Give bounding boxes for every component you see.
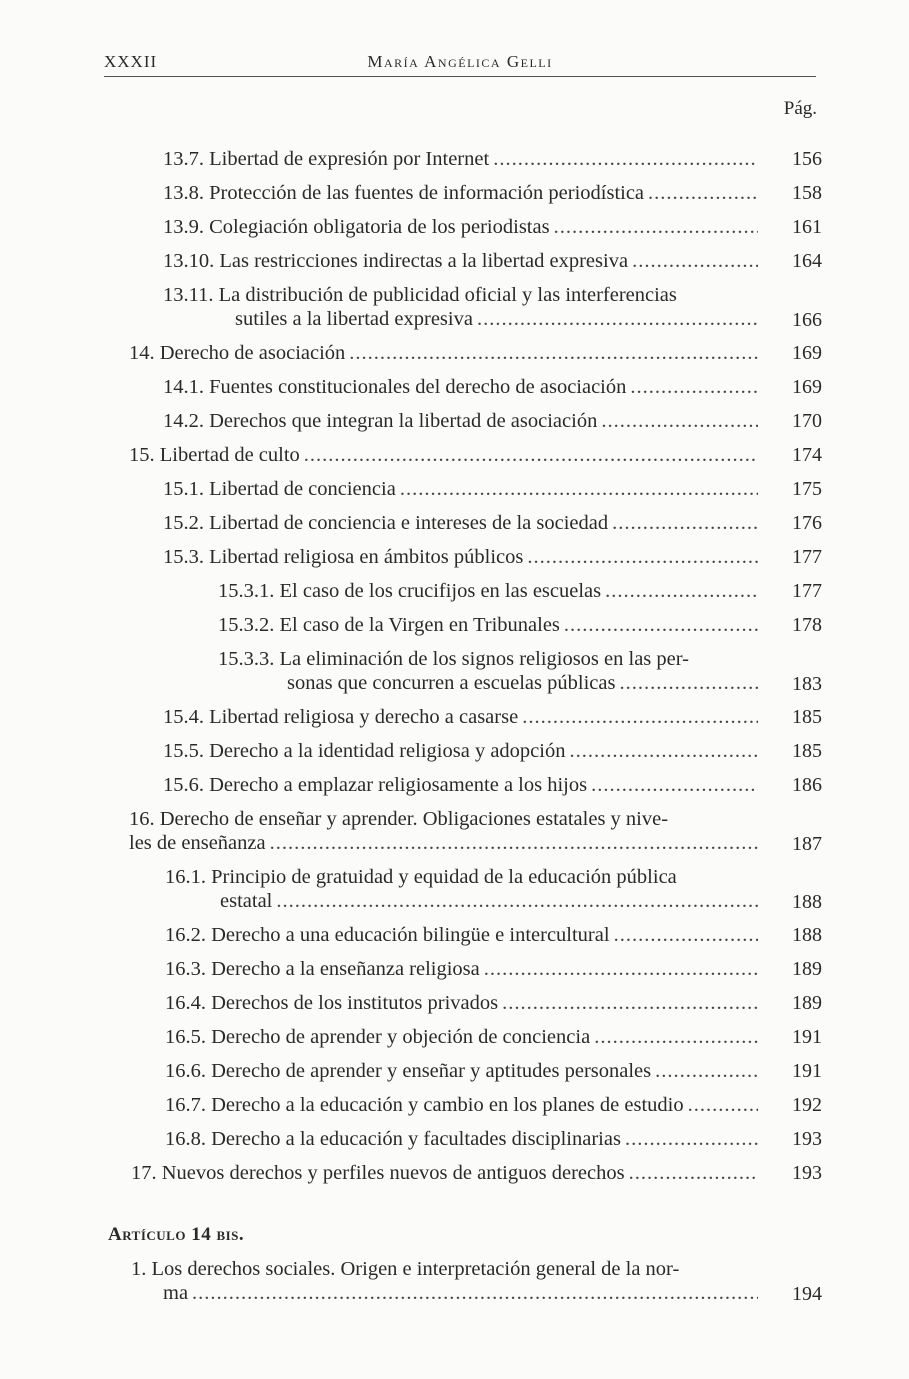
toc-page-number: 188	[792, 891, 822, 913]
leader-dots	[619, 672, 758, 695]
toc-entry-number: 13.10.	[163, 250, 215, 272]
page-column-label: Pág.	[783, 98, 817, 119]
toc-entry-number: 15.5.	[163, 740, 204, 762]
toc-entry-text	[163, 546, 523, 569]
toc-page-number: 193	[792, 1162, 822, 1184]
leader-dots	[522, 706, 758, 729]
toc-page-number: 178	[792, 614, 822, 636]
toc-entry	[163, 706, 762, 729]
toc-page-number: 164	[792, 250, 822, 272]
toc-entry-title: El caso de la Virgen en Tribunales	[279, 614, 560, 636]
toc-entry	[129, 808, 762, 855]
toc-page-number: 183	[792, 673, 822, 695]
toc-entry-number: 16.7.	[165, 1094, 206, 1116]
toc-entry-text	[129, 808, 668, 831]
leader-dots	[601, 410, 758, 433]
toc-entry-number: 16.6.	[165, 1060, 206, 1082]
toc-entry-number: 13.8.	[163, 182, 204, 204]
toc-entry-number: 15.3.	[163, 546, 204, 568]
toc-entry-number: 15.1.	[163, 478, 204, 500]
toc-entry-text	[165, 924, 610, 947]
toc-entry-text	[165, 1128, 621, 1151]
toc-entry-title: Derecho a la enseñanza religiosa	[211, 958, 480, 980]
toc-entry-number: 15.4.	[163, 706, 204, 728]
toc-entry-number: 13.9.	[163, 216, 204, 238]
leader-dots	[502, 992, 758, 1015]
toc-entry	[218, 580, 762, 603]
leader-dots	[688, 1094, 758, 1117]
toc-entry-title-continued: sutiles a la libertad expresiva	[235, 308, 473, 330]
toc-entry-title: Protección de las fuentes de información periodística	[209, 182, 645, 204]
toc-page-number: 186	[792, 774, 822, 796]
toc-entry-text	[163, 410, 597, 433]
toc-page-number: 185	[792, 740, 822, 762]
toc-entry-number: 15.2.	[163, 512, 204, 534]
leader-dots	[648, 182, 758, 205]
toc-entry-text	[163, 706, 518, 729]
toc-page-number: 187	[792, 833, 822, 855]
toc-entry-title-continued: sonas que concurren a escuelas públicas	[287, 672, 616, 694]
toc-page-number: 188	[792, 924, 822, 946]
toc-entry-title: Derecho de aprender y enseñar y aptitudes personales	[211, 1060, 652, 1082]
toc-entry-title: Libertad de conciencia	[209, 478, 396, 500]
toc-entry	[163, 478, 762, 501]
toc-page-number: 185	[792, 706, 822, 728]
toc-entry	[165, 866, 762, 913]
toc-entry-text	[129, 342, 345, 365]
toc-entry	[165, 992, 762, 1015]
toc-entry	[163, 216, 762, 239]
toc-entry	[163, 148, 762, 171]
toc-entry-text	[129, 444, 300, 467]
toc-entry	[165, 1060, 762, 1083]
toc-entry-title: Libertad de expresión por Internet	[209, 148, 490, 170]
toc-entry-number: 15.3.3.	[218, 648, 275, 670]
toc-entry-title: El caso de los crucifijos en las escuelas	[279, 580, 602, 602]
toc-page-number: 161	[792, 216, 822, 238]
toc-entry-title: Derecho a la identidad religiosa y adopción	[209, 740, 566, 762]
toc-entry-title: Libertad de conciencia e intereses de la sociedad	[209, 512, 609, 534]
toc-entry-number: 16.	[129, 808, 155, 830]
toc-entry-title: La eliminación de los signos religiosos en las per-	[279, 648, 689, 670]
toc-entry-text	[131, 1162, 625, 1185]
toc-entry	[131, 1258, 762, 1305]
toc-page-number: 177	[792, 546, 822, 568]
toc-page-number: 194	[792, 1283, 822, 1305]
toc-entry	[163, 410, 762, 433]
running-title: María Angélica Gelli	[367, 52, 553, 71]
leader-dots	[630, 376, 758, 399]
toc-page-number: 169	[792, 376, 822, 398]
toc-entry-text	[218, 614, 560, 637]
leader-dots	[629, 1162, 758, 1185]
toc-page-number: 189	[792, 958, 822, 980]
toc-entry-number: 14.1.	[163, 376, 204, 398]
toc-entry-number: 16.5.	[165, 1026, 206, 1048]
toc-entry	[163, 774, 762, 797]
section-heading: Artículo 14 bis.	[108, 1224, 245, 1245]
toc-page-number: 193	[792, 1128, 822, 1150]
toc-entry-text	[163, 774, 587, 797]
toc-entry-title-continued: estatal	[220, 890, 273, 912]
toc-entry-title-continued: ma	[163, 1282, 189, 1304]
toc-entry-number: 15.3.2.	[218, 614, 275, 636]
toc-entry-text	[163, 216, 550, 239]
toc-entry-text	[218, 580, 601, 603]
toc-entry-text	[163, 250, 628, 273]
toc-entry	[165, 924, 762, 947]
toc-entry-title: Derecho a la educación y cambio en los planes de estudio	[211, 1094, 684, 1116]
toc-entry-number: 1.	[131, 1258, 147, 1280]
toc-entry-text	[163, 512, 608, 535]
leader-dots	[493, 148, 758, 171]
toc-entry	[165, 1094, 762, 1117]
toc-page-number: 158	[792, 182, 822, 204]
leader-dots	[192, 1282, 758, 1305]
leader-dots	[605, 580, 758, 603]
toc-entry-text	[165, 866, 677, 889]
leader-dots	[591, 774, 758, 797]
leader-dots	[270, 832, 758, 855]
toc-entry-title-continued: les de enseñanza	[129, 832, 266, 854]
leader-dots	[655, 1060, 758, 1083]
toc-entry	[163, 512, 762, 535]
leader-dots	[569, 740, 758, 763]
toc-entry-title: Derecho a una educación bilingüe e intercultural	[211, 924, 610, 946]
toc-entry	[163, 284, 762, 331]
toc-entry	[163, 250, 762, 273]
toc-entry	[129, 444, 762, 467]
leader-dots	[632, 250, 758, 273]
toc-entry-number: 17.	[131, 1162, 157, 1184]
leader-dots	[349, 342, 758, 365]
toc-page-number: 191	[792, 1060, 822, 1082]
toc-entry-number: 15.3.1.	[218, 580, 275, 602]
toc-entry-number: 16.3.	[165, 958, 206, 980]
toc-entry-title: Libertad religiosa y derecho a casarse	[209, 706, 519, 728]
toc-entry-title: Derecho a la educación y facultades disciplinarias	[211, 1128, 621, 1150]
toc-entry-title: Derecho de aprender y objeción de conciencia	[211, 1026, 591, 1048]
toc-entry-title: Libertad religiosa en ámbitos públicos	[209, 546, 524, 568]
leader-dots	[304, 444, 758, 467]
toc-page-number: 191	[792, 1026, 822, 1048]
toc-entry	[163, 546, 762, 569]
leader-dots	[554, 216, 758, 239]
toc-page-number: 174	[792, 444, 822, 466]
toc-entry-title: Derechos de los institutos privados	[211, 992, 499, 1014]
toc-entry-number: 14.2.	[163, 410, 204, 432]
toc-entry-title: La distribución de publicidad oficial y las interferencias	[218, 284, 677, 306]
toc-entry-number: 13.7.	[163, 148, 204, 170]
toc-page-number: 176	[792, 512, 822, 534]
toc-entry-number: 15.	[129, 444, 155, 466]
leader-dots	[276, 890, 758, 913]
leader-dots	[564, 614, 758, 637]
toc-entry-title: Nuevos derechos y perfiles nuevos de antiguos derechos	[161, 1162, 625, 1184]
toc-entry-text	[163, 376, 626, 399]
toc-entry	[218, 614, 762, 637]
toc-entry-title: Derechos que integran la libertad de asociación	[209, 410, 598, 432]
leader-dots	[527, 546, 758, 569]
toc-entry-number: 15.6.	[163, 774, 204, 796]
toc-entry-number: 16.1.	[165, 866, 206, 888]
toc-entry-number: 13.11.	[163, 284, 214, 306]
leader-dots	[400, 478, 758, 501]
toc-entry-title: Principio de gratuidad y equidad de la educación pública	[211, 866, 677, 888]
toc-entry-title: Derecho de enseñar y aprender. Obligaciones estatales y nive-	[159, 808, 669, 830]
leader-dots	[612, 512, 758, 535]
toc-entry-text	[163, 740, 565, 763]
running-header	[104, 50, 816, 77]
toc-entry	[165, 1128, 762, 1151]
toc-entry-text	[163, 478, 396, 501]
toc-page-number: 169	[792, 342, 822, 364]
toc-entry	[131, 1162, 762, 1185]
toc-entry-title: Los derechos sociales. Origen e interpretación general de la nor-	[151, 1258, 680, 1280]
toc-entry-text	[163, 148, 489, 171]
leader-dots	[625, 1128, 758, 1151]
toc-entry-text	[163, 182, 644, 205]
toc-entry-text	[218, 648, 689, 671]
leader-dots	[484, 958, 758, 981]
toc-page-number: 170	[792, 410, 822, 432]
toc-entry-number: 16.8.	[165, 1128, 206, 1150]
toc-page-number: 189	[792, 992, 822, 1014]
toc-entry	[163, 740, 762, 763]
toc-entry-text	[163, 284, 677, 307]
toc-entry	[163, 182, 762, 205]
toc-entry-title: Fuentes constitucionales del derecho de asociación	[209, 376, 627, 398]
toc-entry-text	[131, 1258, 679, 1281]
toc-entry-text	[165, 1026, 590, 1049]
page-folio: XXXII	[104, 52, 158, 71]
toc-entry-text	[165, 1060, 651, 1083]
toc-entry-text	[165, 1094, 684, 1117]
toc-entry-title: Las restricciones indirectas a la libertad expresiva	[219, 250, 629, 272]
leader-dots	[594, 1026, 758, 1049]
toc-page-number: 192	[792, 1094, 822, 1116]
toc-page-number: 177	[792, 580, 822, 602]
toc-entry-number: 16.4.	[165, 992, 206, 1014]
toc-page-number: 175	[792, 478, 822, 500]
toc-entry-title: Derecho de asociación	[159, 342, 346, 364]
toc-page-number: 156	[792, 148, 822, 170]
leader-dots	[477, 308, 758, 331]
toc-entry-text	[165, 992, 498, 1015]
toc-entry-number: 16.2.	[165, 924, 206, 946]
toc-entry	[165, 958, 762, 981]
toc-entry-title: Colegiación obligatoria de los periodistas	[209, 216, 550, 238]
toc-entry-title: Derecho a emplazar religiosamente a los hijos	[209, 774, 588, 796]
toc-entry-text	[165, 958, 480, 981]
toc-page-number: 166	[792, 309, 822, 331]
leader-dots	[614, 924, 758, 947]
toc-entry	[218, 648, 762, 695]
toc-entry	[129, 342, 762, 365]
toc-entry-title: Libertad de culto	[159, 444, 300, 466]
toc-entry-number: 14.	[129, 342, 155, 364]
toc-entry	[165, 1026, 762, 1049]
toc-entry	[163, 376, 762, 399]
